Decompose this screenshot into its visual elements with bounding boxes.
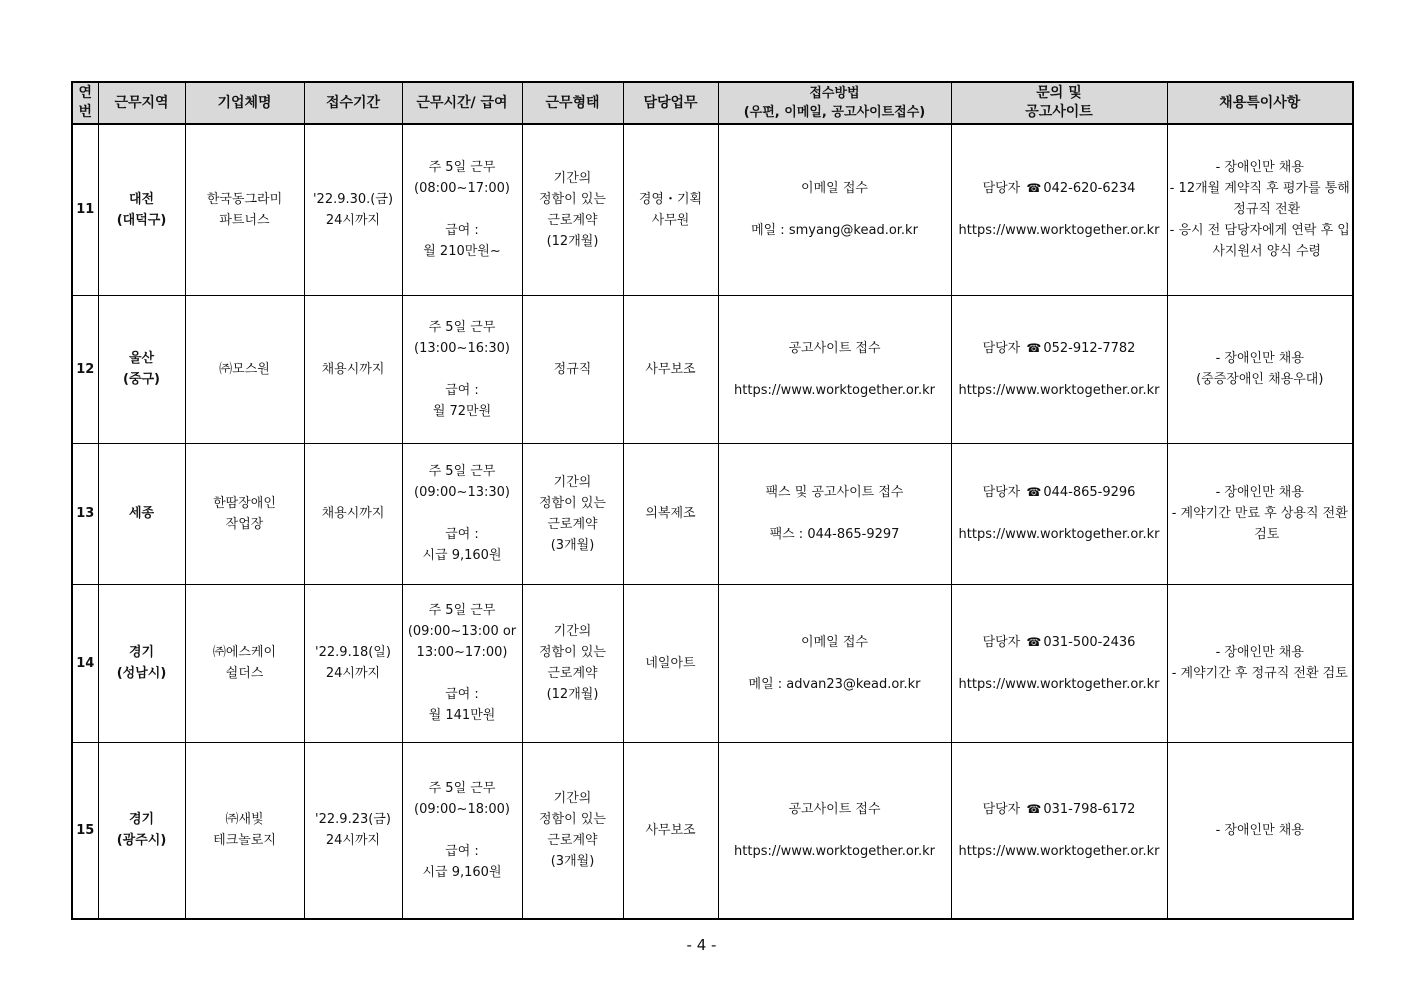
application-period: '22.9.23(금) 24시까지 (304, 742, 402, 919)
note-item: - 장애인만 채용 (1215, 645, 1304, 660)
header-type: 근무형태 (522, 82, 623, 124)
method-cell (718, 295, 951, 443)
contact-label: 담당자 (982, 801, 1021, 817)
method-cell (718, 584, 951, 742)
company-name: ㈜에스케이 쉴더스 (185, 584, 304, 742)
contact-line (954, 482, 1165, 503)
contact-cell (951, 584, 1167, 742)
contact-url: https://www.worktogether.or.kr (958, 527, 1160, 542)
work-region: 울산 (중구) (98, 295, 185, 443)
method-detail: https://www.worktogether.or.kr (734, 843, 935, 859)
application-period: 채용시까지 (304, 295, 402, 443)
work-region: 대전 (대덕구) (98, 124, 185, 295)
note-item: - 계약기간 후 정규직 전환 검토 (1171, 666, 1348, 681)
job-listing-table (71, 81, 1354, 920)
work-hours: 주 5일 근무 (09:00~13:30) (414, 464, 510, 500)
note-item: - 계약기간 만료 후 상용직 전환 검토 (1171, 506, 1348, 542)
table-row (72, 584, 1353, 742)
table-row (72, 742, 1353, 919)
note-item: - 12개월 계약직 후 평가를 통해 정규직 전환 (1169, 181, 1350, 218)
notes-cell (1167, 295, 1353, 443)
application-method: 이메일 접수 (801, 181, 868, 197)
method-cell (718, 742, 951, 919)
header-method: 접수방법 (우편, 이메일, 공고사이트접수) (718, 82, 951, 124)
contact-line (954, 632, 1165, 653)
work-region: 세종 (98, 443, 185, 584)
header-region: 근무지역 (98, 82, 185, 124)
work-hours: 주 5일 근무 (09:00~18:00) (414, 780, 510, 817)
work-hours: 주 5일 근무 (08:00~17:00) (414, 160, 510, 197)
pay: 급여 : 월 72만원 (432, 382, 492, 419)
notes-cell (1167, 443, 1353, 584)
table-row (72, 443, 1353, 584)
hours-pay-cell (402, 742, 522, 919)
page-number: - 4 - (686, 936, 717, 954)
method-cell (718, 443, 951, 584)
note-item: - 장애인만 채용 (1215, 822, 1304, 838)
work-hours: 주 5일 근무 (13:00~16:30) (414, 319, 510, 356)
hours-pay-cell (402, 584, 522, 742)
row-number: 11 (72, 124, 98, 295)
duty: 의복제조 (623, 443, 718, 584)
row-number: 15 (72, 742, 98, 919)
contact-url: https://www.worktogether.or.kr (958, 676, 1160, 692)
pay: 급여 : 월 141만원 (428, 687, 496, 723)
contact-url: https://www.worktogether.or.kr (958, 382, 1160, 398)
contact-phone: 031-798-6172 (1043, 801, 1136, 817)
duty: 네일아트 (623, 584, 718, 742)
header-hours-pay: 근무시간/ 급여 (402, 82, 522, 124)
notes-cell (1167, 584, 1353, 742)
contact-line (954, 178, 1165, 199)
header-contact: 문의 및 공고사이트 (951, 82, 1167, 124)
row-number: 13 (72, 443, 98, 584)
work-region: 경기 (성남시) (98, 584, 185, 742)
employment-type: 기간의 정함이 있는 근로계약 (3개월) (522, 443, 623, 584)
employment-type: 기간의 정함이 있는 근로계약 (12개월) (522, 584, 623, 742)
hours-pay-cell (402, 124, 522, 295)
contact-cell (951, 742, 1167, 919)
header-duty: 담당업무 (623, 82, 718, 124)
duty: 사무보조 (623, 295, 718, 443)
company-name: ㈜모스원 (185, 295, 304, 443)
method-cell (718, 124, 951, 295)
contact-label: 담당자 (982, 485, 1021, 500)
application-period: 채용시까지 (304, 443, 402, 584)
note-item: - 장애인만 채용 (1215, 485, 1304, 500)
contact-cell (951, 295, 1167, 443)
contact-phone: 042-620-6234 (1043, 181, 1136, 197)
duty: 사무보조 (623, 742, 718, 919)
note-item: - 응시 전 담당자에게 연락 후 입사지원서 양식 수령 (1169, 223, 1350, 260)
application-period: '22.9.18(일) 24시까지 (304, 584, 402, 742)
hours-pay-cell (402, 295, 522, 443)
note-item: (중증장애인 채용우대) (1196, 372, 1324, 387)
company-name: ㈜새빛 테크놀로지 (185, 742, 304, 919)
contact-label: 담당자 (982, 634, 1021, 650)
phone-icon: ☎ (1026, 485, 1042, 499)
notes-cell (1167, 742, 1353, 919)
phone-icon: ☎ (1026, 340, 1042, 355)
contact-line (954, 338, 1165, 359)
employment-type: 기간의 정함이 있는 근로계약 (12개월) (522, 124, 623, 295)
company-name: 한국동그라미 파트너스 (185, 124, 304, 295)
pay: 급여 : 시급 9,160원 (422, 843, 502, 880)
contact-label: 담당자 (982, 340, 1021, 356)
duty: 경영・기획 사무원 (623, 124, 718, 295)
note-item: - 장애인만 채용 (1215, 351, 1304, 366)
phone-icon: ☎ (1026, 801, 1042, 816)
employment-type: 정규직 (522, 295, 623, 443)
contact-phone: 044-865-9296 (1043, 485, 1136, 500)
application-method: 이메일 접수 (801, 634, 868, 650)
application-period: '22.9.30.(금) 24시까지 (304, 124, 402, 295)
notes-cell (1167, 124, 1353, 295)
work-hours: 주 5일 근무 (09:00~13:00 or 13:00~17:00) (407, 603, 517, 660)
contact-label: 담당자 (982, 181, 1021, 197)
application-method: 공고사이트 접수 (788, 340, 881, 356)
contact-phone: 052-912-7782 (1043, 340, 1136, 356)
row-number: 14 (72, 584, 98, 742)
pay: 급여 : 월 210만원~ (423, 223, 501, 260)
method-detail: 메일 : advan23@kead.or.kr (748, 676, 921, 692)
work-region: 경기 (광주시) (98, 742, 185, 919)
pay: 급여 : 시급 9,160원 (422, 527, 502, 563)
table-header-row (72, 82, 1353, 124)
contact-phone: 031-500-2436 (1043, 634, 1136, 650)
application-method: 공고사이트 접수 (788, 801, 881, 817)
table-row (72, 295, 1353, 443)
header-company: 기업체명 (185, 82, 304, 124)
method-detail: https://www.worktogether.or.kr (734, 382, 935, 398)
header-period: 접수기간 (304, 82, 402, 124)
contact-cell (951, 124, 1167, 295)
employment-type: 기간의 정함이 있는 근로계약 (3개월) (522, 742, 623, 919)
method-detail: 팩스 : 044-865-9297 (769, 527, 900, 542)
contact-cell (951, 443, 1167, 584)
method-detail: 메일 : smyang@kead.or.kr (751, 223, 918, 239)
note-item: - 장애인만 채용 (1215, 160, 1304, 176)
hours-pay-cell (402, 443, 522, 584)
phone-icon: ☎ (1026, 181, 1042, 196)
phone-icon: ☎ (1026, 634, 1042, 649)
header-notes: 채용특이사항 (1167, 82, 1353, 124)
contact-url: https://www.worktogether.or.kr (958, 223, 1160, 239)
contact-url: https://www.worktogether.or.kr (958, 843, 1160, 859)
row-number: 12 (72, 295, 98, 443)
table-row (72, 124, 1353, 295)
contact-line (954, 799, 1165, 820)
header-no: 연 번 (72, 82, 98, 124)
application-method: 팩스 및 공고사이트 접수 (765, 485, 904, 500)
company-name: 한땀장애인 작업장 (185, 443, 304, 584)
